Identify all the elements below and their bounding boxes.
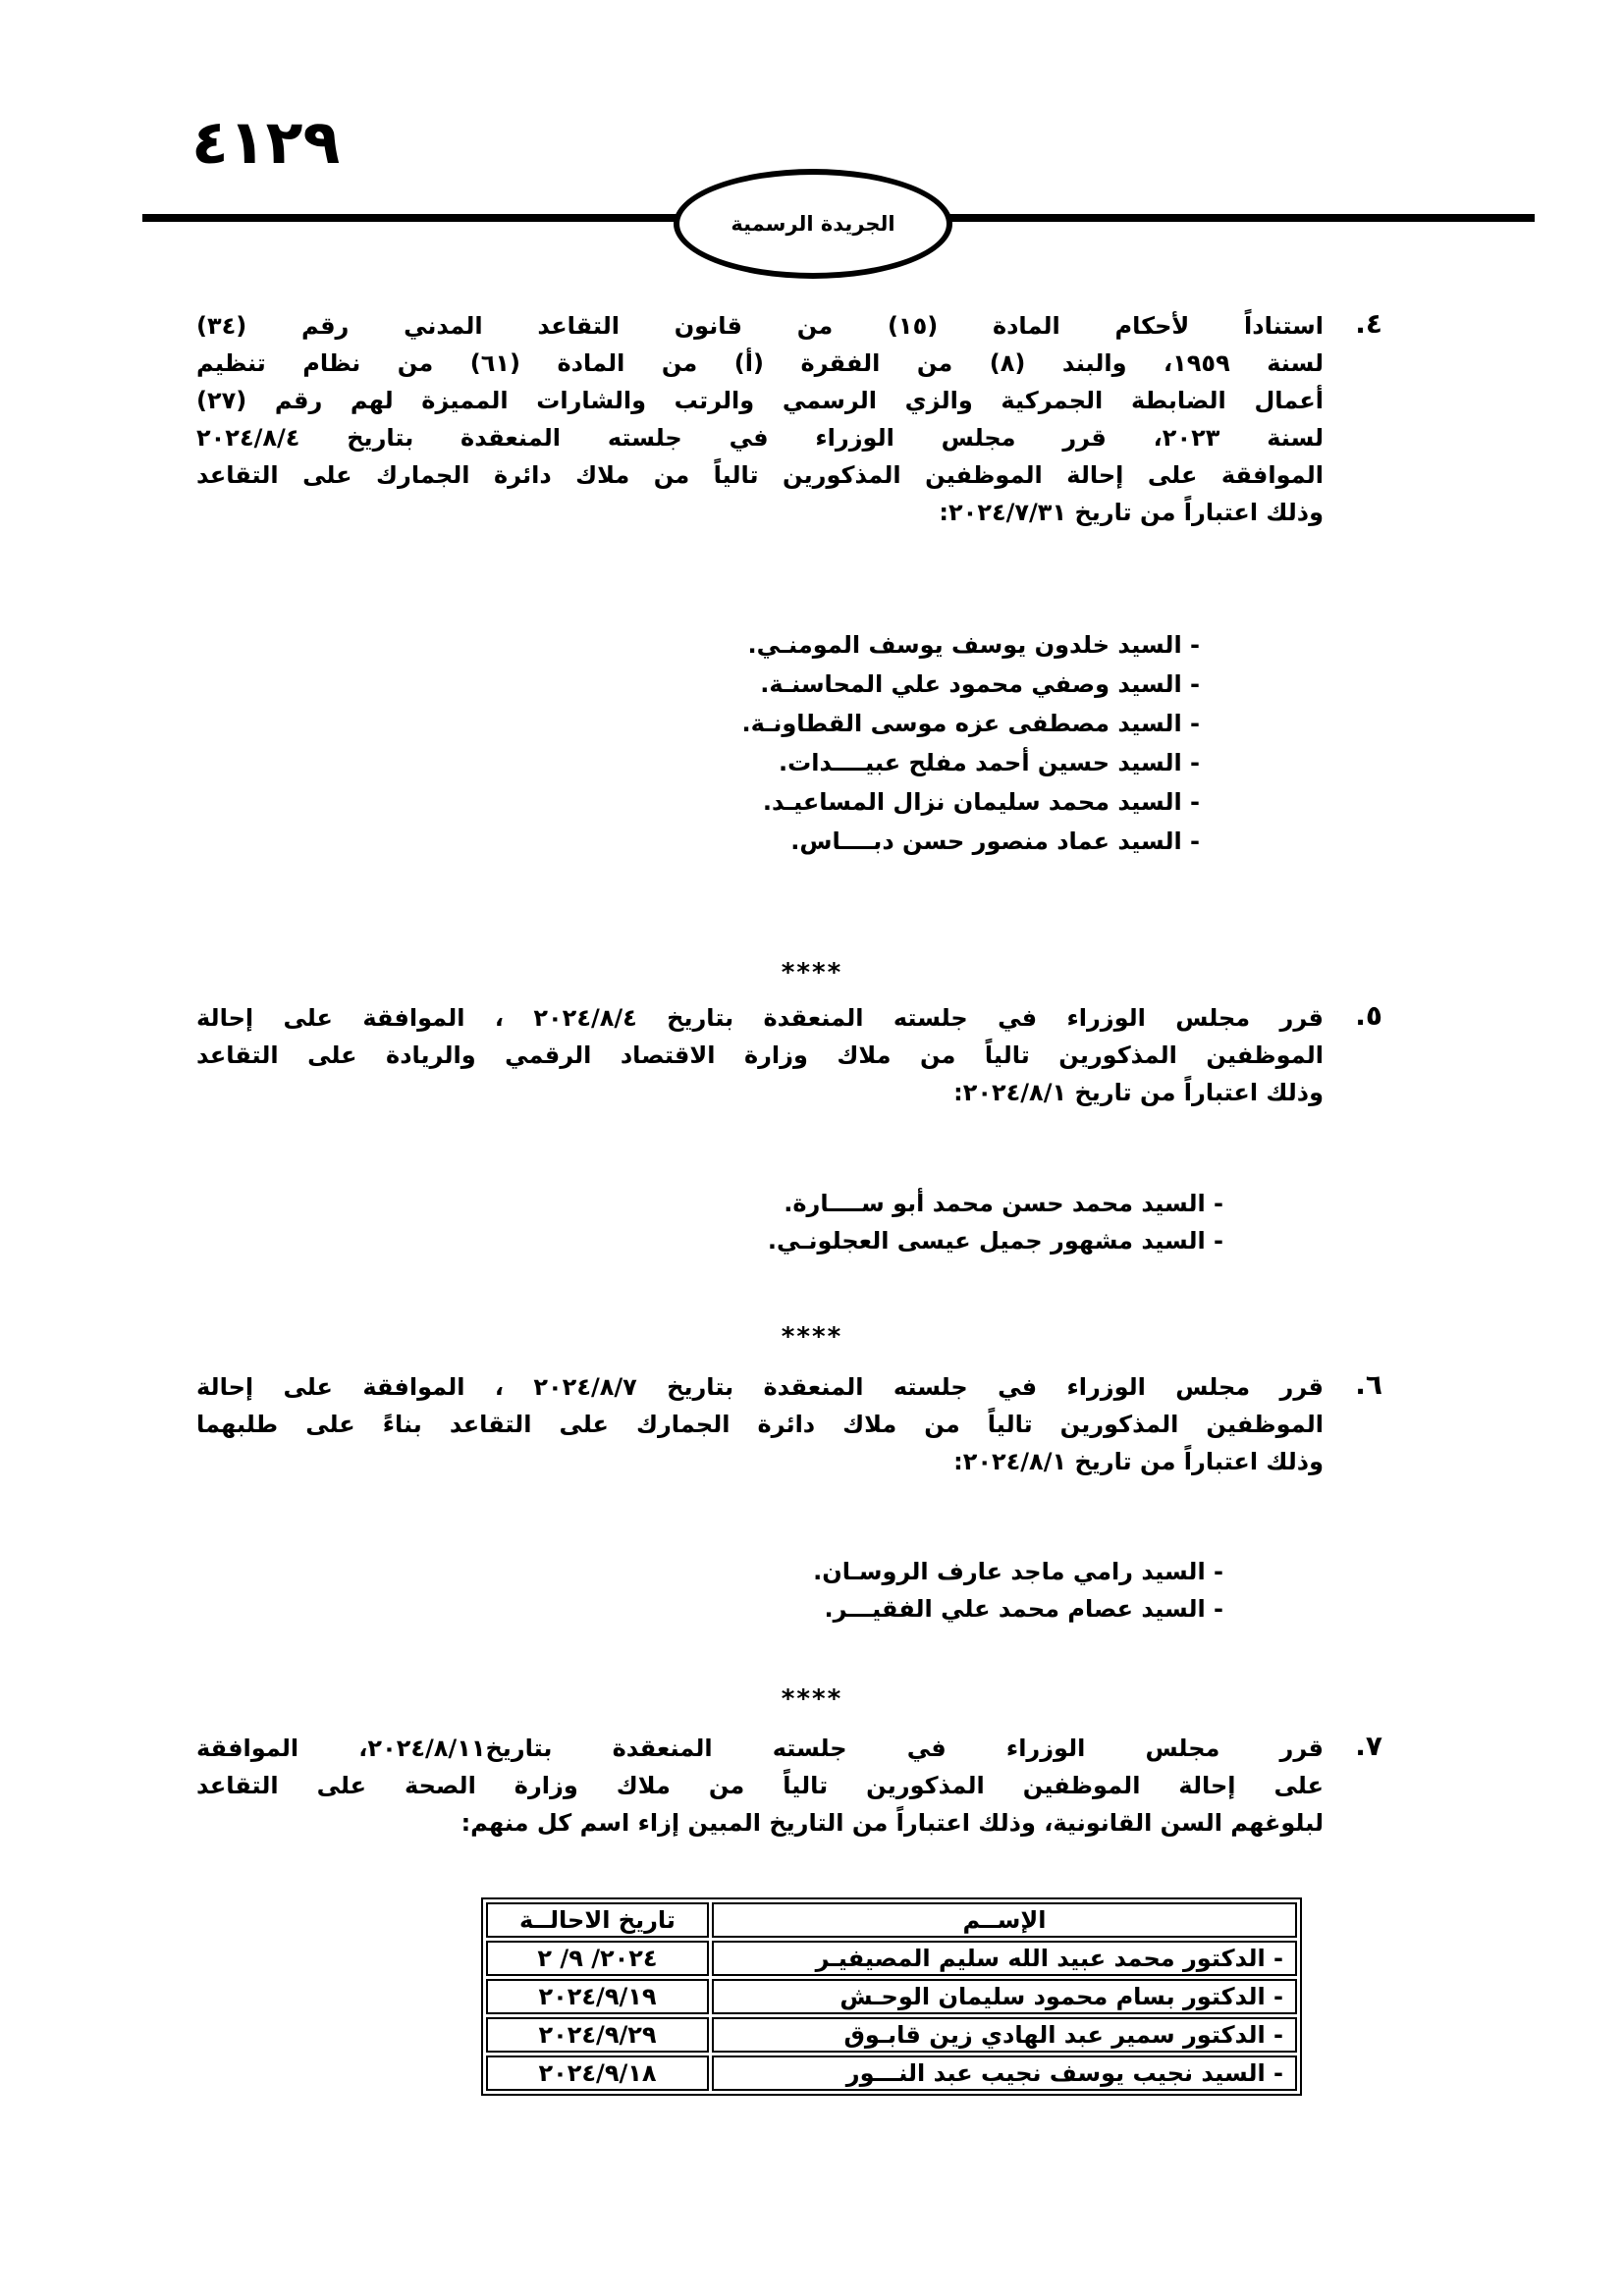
- separator: ****: [781, 1684, 843, 1714]
- text-line: استناداً لأحكام المادة (١٥) من قانون التقاعد المدني رقم (٣٤): [196, 312, 1324, 340]
- text-line: أعمال الضابطة الجمركية والزي الرسمي والرتب والشارات المميزة لهم رقم (٢٧): [196, 387, 1324, 414]
- item-number: ٧.: [1355, 1730, 1382, 1762]
- list-item: - السيد حسين أحمد مفلح عبيــــدات.: [779, 749, 1200, 776]
- decision-item-7: [196, 1730, 1382, 1842]
- text-line: لسنة ١٩٥٩، والبند (٨) من الفقرة (أ) من المادة (٦١) من نظام تنظيم: [196, 349, 1325, 377]
- cell-date: ٢٠٢٤/ ٩/ ٢: [486, 1941, 709, 1976]
- page-number: ٤١٢٩: [191, 106, 341, 178]
- header-date: تاريخ الاحالــة: [486, 1902, 709, 1938]
- list-item: - السيد رامي ماجد عارف الروسـان.: [813, 1558, 1223, 1585]
- text-line: لبلوغهم السن القانونية، وذلك اعتباراً من التاريخ المبين إزاء اسم كل منهم:: [460, 1809, 1324, 1837]
- decision-item-6: [196, 1368, 1382, 1480]
- list-item: - السيد عماد منصور حسن دبــــاس.: [790, 828, 1200, 855]
- separator: ****: [781, 958, 843, 988]
- names-list: [813, 1553, 1223, 1628]
- text-line: وذلك اعتباراً من تاريخ ٢٠٢٤/٨/١:: [953, 1079, 1324, 1106]
- cell-date: ٢٠٢٤/٩/١٨: [486, 2056, 709, 2091]
- names-list: [768, 1185, 1223, 1259]
- cell-name: - الدكتور بسام محمود سليمان الوحـش: [712, 1979, 1297, 2014]
- cell-date: ٢٠٢٤/٩/١٩: [486, 1979, 709, 2014]
- separator: ****: [781, 1322, 843, 1352]
- text-line: الموافقة على إحالة الموظفين المذكورين تالياً من ملاك دائرة الجمارك على التقاعد: [196, 461, 1324, 489]
- list-item: - السيد مصطفى عزه موسى القطاونـة.: [741, 710, 1200, 737]
- text-line: الموظفين المذكورين تالياً من ملاك دائرة الجمارك على التقاعد بناءً على طلبهما: [196, 1411, 1324, 1438]
- text-line: قرر مجلس الوزراء في جلسته المنعقدة بتاريخ٢٠٢٤/٨/١١، الموافقة: [196, 1735, 1324, 1762]
- decision-item-4: [196, 307, 1382, 531]
- retirement-table: [481, 1897, 1302, 2096]
- list-item: - السيد مشهور جميل عيسى العجلونـي.: [767, 1227, 1223, 1255]
- cell-name: - الدكتور محمد عبيد الله سليم المصيفيـر: [712, 1941, 1297, 1976]
- text-line: قرر مجلس الوزراء في جلسته المنعقدة بتاريخ ٢٠٢٤/٨/٧ ، الموافقة على إحالة: [196, 1373, 1325, 1401]
- table-row: [486, 1979, 1297, 2014]
- text-line: على إحالة الموظفين المذكورين تالياً من ملاك وزارة الصحة على التقاعد: [196, 1772, 1324, 1799]
- list-item: - السيد خلدون يوسف يوسف المومنـي.: [747, 631, 1200, 659]
- item-number: ٥.: [1355, 999, 1382, 1032]
- cell-date: ٢٠٢٤/٩/٢٩: [486, 2017, 709, 2053]
- list-item: - السيد عصام محمد علي الفقيـــر.: [824, 1595, 1223, 1623]
- table-row: [486, 2017, 1297, 2053]
- table-header-row: [486, 1902, 1297, 1938]
- cell-name: - الدكتور سمير عبد الهادي زين قابـوق: [712, 2017, 1297, 2053]
- list-item: - السيد محمد حسن محمد أبو ســــارة.: [784, 1190, 1223, 1217]
- cell-name: - السيد نجيب يوسف نجيب عبد النـــور: [712, 2056, 1297, 2091]
- text-line: وذلك اعتباراً من تاريخ ٢٠٢٤/٨/١:: [953, 1448, 1324, 1475]
- decision-text: [196, 999, 1324, 1111]
- gazette-title-badge: [674, 169, 952, 279]
- item-number: ٦.: [1355, 1368, 1382, 1401]
- decision-text: [196, 1368, 1324, 1480]
- item-number: ٤.: [1355, 307, 1382, 340]
- table-row: [486, 1941, 1297, 1976]
- decision-text: [196, 1730, 1324, 1842]
- list-item: - السيد وصفي محمود علي المحاسنـة.: [760, 670, 1200, 698]
- text-line: لسنة ٢٠٢٣، قرر مجلس الوزراء في جلسته المنعقدة بتاريخ ٢٠٢٤/٨/٤: [196, 424, 1325, 452]
- decision-text: [196, 307, 1324, 531]
- text-line: وذلك اعتباراً من تاريخ ٢٠٢٤/٧/٣١:: [939, 499, 1324, 526]
- names-list: [742, 625, 1201, 861]
- list-item: - السيد محمد سليمان نزال المساعيـد.: [762, 788, 1200, 816]
- text-line: قرر مجلس الوزراء في جلسته المنعقدة بتاريخ ٢٠٢٤/٨/٤ ، الموافقة على إحالة: [196, 1004, 1325, 1032]
- header-name: الإســم: [712, 1902, 1297, 1938]
- decision-item-5: [196, 999, 1382, 1111]
- text-line: الموظفين المذكورين تالياً من ملاك وزارة الاقتصاد الرقمي والريادة على التقاعد: [196, 1041, 1324, 1069]
- table-row: [486, 2056, 1297, 2091]
- gazette-title: الجريدة الرسمية: [731, 212, 895, 236]
